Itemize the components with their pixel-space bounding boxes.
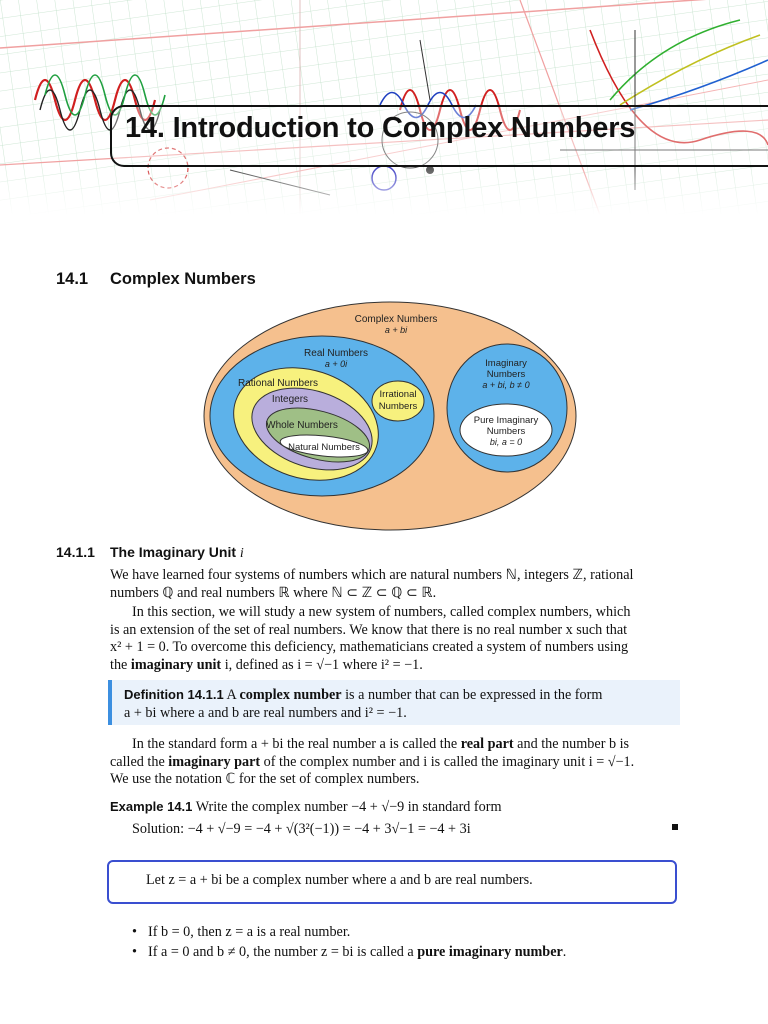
real-numbers-form: a + 0i [324,359,348,369]
example-line [110,796,680,818]
rational-numbers-label: Rational Numbers [237,378,319,389]
real-part-term: real part [460,736,514,752]
section-number: 14.1 [56,270,89,288]
paragraph-line: In this section, we will study a new system of numbers, called complex numbers, which [132,604,631,620]
paragraph-line: We have learned four systems of numbers which are natural numbers ℕ, integers ℤ, rational [110,567,634,583]
integers-label: Integers [271,394,309,405]
text-run: called the [110,753,165,770]
imaginary-unit-term: imaginary unit [130,656,222,673]
text-run: and the number b is [517,736,630,752]
chapter-title: 14. Introduction to Complex Numbers [125,112,636,144]
text-run: of the complex number and i is called the imaginary unit i = √−1. [263,753,635,770]
irrational-numbers-label-1: Irrational [379,389,417,400]
text-run: is a number that can be expressed in the form [345,687,603,703]
text-run: the [110,656,128,673]
complex-numbers-form: a + bi [384,325,408,335]
paragraph-line [110,736,676,754]
text-run: i, defined as i = √−1 where i² = −1. [224,656,423,673]
subsection-title-variable: i [239,546,244,561]
pure-imaginary-label-2: Numbers [486,426,526,437]
text-run: A [226,687,236,703]
complex-numbers-label: Complex Numbers [354,314,438,325]
pure-imaginary-label-1: Pure Imaginary [473,415,539,426]
paragraph-line [110,657,676,675]
pure-imaginary-form: bi, a = 0 [489,437,523,447]
paragraph-standard-form [110,736,676,789]
paragraph-line: numbers ℚ and real numbers ℝ where ℕ ⊂ ℤ ⊂ ℚ ⊂ ℝ. [110,584,437,601]
paragraph-line: is an extension of the set of real numbers. We know that there is no real number x such that [110,621,628,638]
paragraph-line: x² + 1 = 0. To overcome this deficiency, mathematicians created a system of numbers using [110,639,629,655]
note-text: Let z = a + bi be a complex number where a and b are real numbers. [146,872,533,888]
list-item-text: If b = 0, then z = a is a real number. [148,924,351,940]
example-solution: Solution: −4 + √−9 = −4 + √(3²(−1)) = −4 + 3√−1 = −4 + 3i [132,821,471,837]
irrational-numbers-label-2: Numbers [378,401,418,412]
example-block [110,796,680,840]
list-item [132,922,692,942]
subsection-number: 14.1.1 [56,544,95,560]
definition-text [124,686,672,722]
imaginary-numbers-form: a + bi, b ≠ 0 [482,380,530,390]
imaginary-numbers-label-1: Imaginary [485,358,527,369]
qed-mark [672,824,678,830]
complex-number-term: complex number [239,687,342,703]
number-systems-diagram [200,298,580,534]
text-run: In the standard form a + bi the real number a is called the [132,736,458,752]
subsection-heading [56,544,244,562]
list-item [132,942,692,962]
paragraph-imaginary-unit [110,604,676,674]
real-numbers-label: Real Numbers [304,348,368,359]
list-item-tail: . [562,944,567,960]
definition-line: a + bi where a and b are real numbers and i² = −1. [124,705,407,721]
bullet-list [132,922,692,962]
paragraph-number-systems [110,567,676,602]
whole-numbers-label: Whole Numbers [266,420,338,431]
subsection-title: The Imaginary Unit [110,544,237,560]
section-title: Complex Numbers [110,270,256,288]
pure-imaginary-term: pure imaginary number [417,944,563,960]
paragraph-line [110,754,676,772]
example-prompt: Write the complex number −4 + √−9 in standard form [195,799,502,815]
example-label: Example 14.1 [110,799,193,814]
paragraph-line: We use the notation ℂ for the set of complex numbers. [110,771,420,787]
natural-numbers-label: Natural Numbers [288,442,360,453]
imaginary-part-term: imaginary part [168,753,261,770]
list-item-text: If a = 0 and b ≠ 0, the number z = bi is called a [148,944,414,960]
definition-line [124,686,672,704]
definition-label: Definition 14.1.1 [124,687,224,702]
imaginary-numbers-label-2: Numbers [486,369,526,380]
section-heading [56,270,256,289]
